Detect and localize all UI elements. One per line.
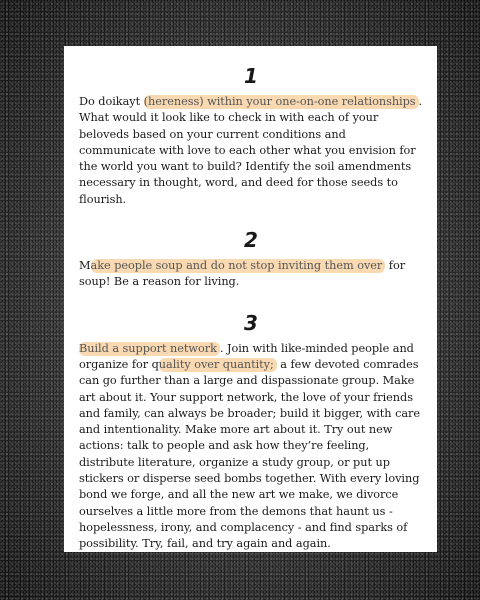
section-number: 3 [244, 310, 258, 335]
section-3 [79, 311, 423, 553]
highlighted-text: uality over quantity; [159, 358, 277, 372]
section-2 [79, 228, 423, 291]
highlighted-text: Build a support network [79, 342, 220, 356]
section-1 [79, 64, 423, 208]
paragraph-text: for soup! Be a reason for living. [79, 259, 406, 289]
section-paragraph [79, 258, 423, 291]
section-number: 1 [244, 64, 258, 88]
highlighted-text: (hereness) within your one-on-one relationships [144, 95, 419, 109]
paragraph-text: M [79, 259, 91, 273]
document-page [64, 46, 437, 552]
paragraph-text: . Join with like-minded people and organize for q [79, 341, 414, 371]
highlighted-text: ake people soup and do not stop inviting them over [91, 259, 386, 273]
section-number: 2 [244, 228, 258, 253]
section-paragraph [79, 341, 423, 553]
paragraph-text: a few devoted comrades can go further than a large and dispassionate group. Make art about it. Your support network, the love of your friends and family, can always be broader; build it bigger, with care and intentionality. Make more art about it. Try out new actions: talk to people and ask how they’re feeling, distribute literature, organize a study group, or put up stickers or disperse seed bombs together. With every loving bond we forge, and all the new art we make, we divorce ourselves a little more from the demons that haunt us - hopelessness, irony, and complacency - and find sparks of possibility. Try, fail, and try again and again. [79, 357, 421, 551]
section-paragraph [79, 94, 423, 208]
paragraph-text: . What would it look like to check in with each of your beloveds based on your current conditions and communicate with love to each other what you envision for the world you want to build? Identify the soil amendments necessary in thought, word, and deed for those seeds to flourish. [79, 95, 423, 206]
paragraph-text: Do doikayt [79, 95, 144, 108]
